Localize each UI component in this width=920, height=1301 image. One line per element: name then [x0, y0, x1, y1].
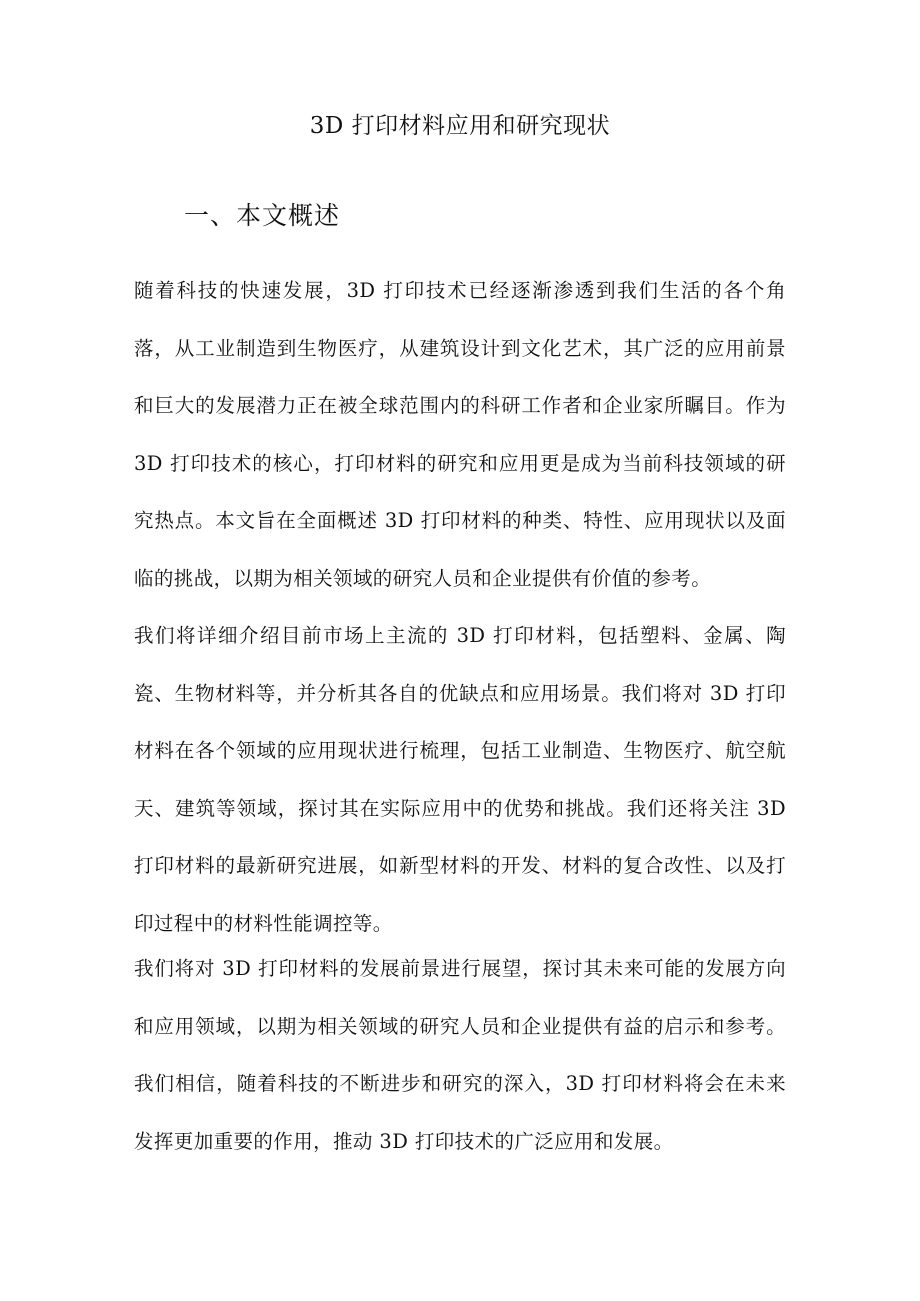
section-heading-overview: 一、本文概述: [184, 201, 341, 230]
document-title: 3D 打印材料应用和研究现状: [309, 113, 611, 139]
paragraph-intro: 随着科技的快速发展，3D 打印技术已经逐渐渗透到我们生活的各个角落，从工业制造到生物医疗，从建筑设计到文化艺术，其广泛的应用前景和巨大的发展潜力正在被全球范围内的科研工作者和企业家所瞩目。作为 3D 打印技术的核心，打印材料的研究和应用更是成为当前科技领域的研究热点。本文旨在全面概述 3D 打印材料的种类、特性、应用现状以及面临的挑战，以期为相关领域的研究人员和企业提供有价值的参考。: [134, 279, 786, 590]
paragraph-materials: 我们将详细介绍目前市场上主流的 3D 打印材料，包括塑料、金属、陶瓷、生物材料等，并分析其各自的优缺点和应用场景。我们将对 3D 打印材料在各个领域的应用现状进行梳理，包括工业制造、生物医疗、航空航天、建筑等领域，探讨其在实际应用中的优势和挑战。我们还将关注 3D 打印材料的最新研究进展，如新型材料的开发、材料的复合改性、以及打印过程中的材料性能调控等。: [134, 624, 786, 935]
paragraph-outlook: 我们将对 3D 打印材料的发展前景进行展望，探讨其未来可能的发展方向和应用领域，以期为相关领域的研究人员和企业提供有益的启示和参考。我们相信，随着科技的不断进步和研究的深入，3D 打印材料将会在未来发挥更加重要的作用，推动 3D 打印技术的广泛应用和发展。: [134, 957, 786, 1153]
